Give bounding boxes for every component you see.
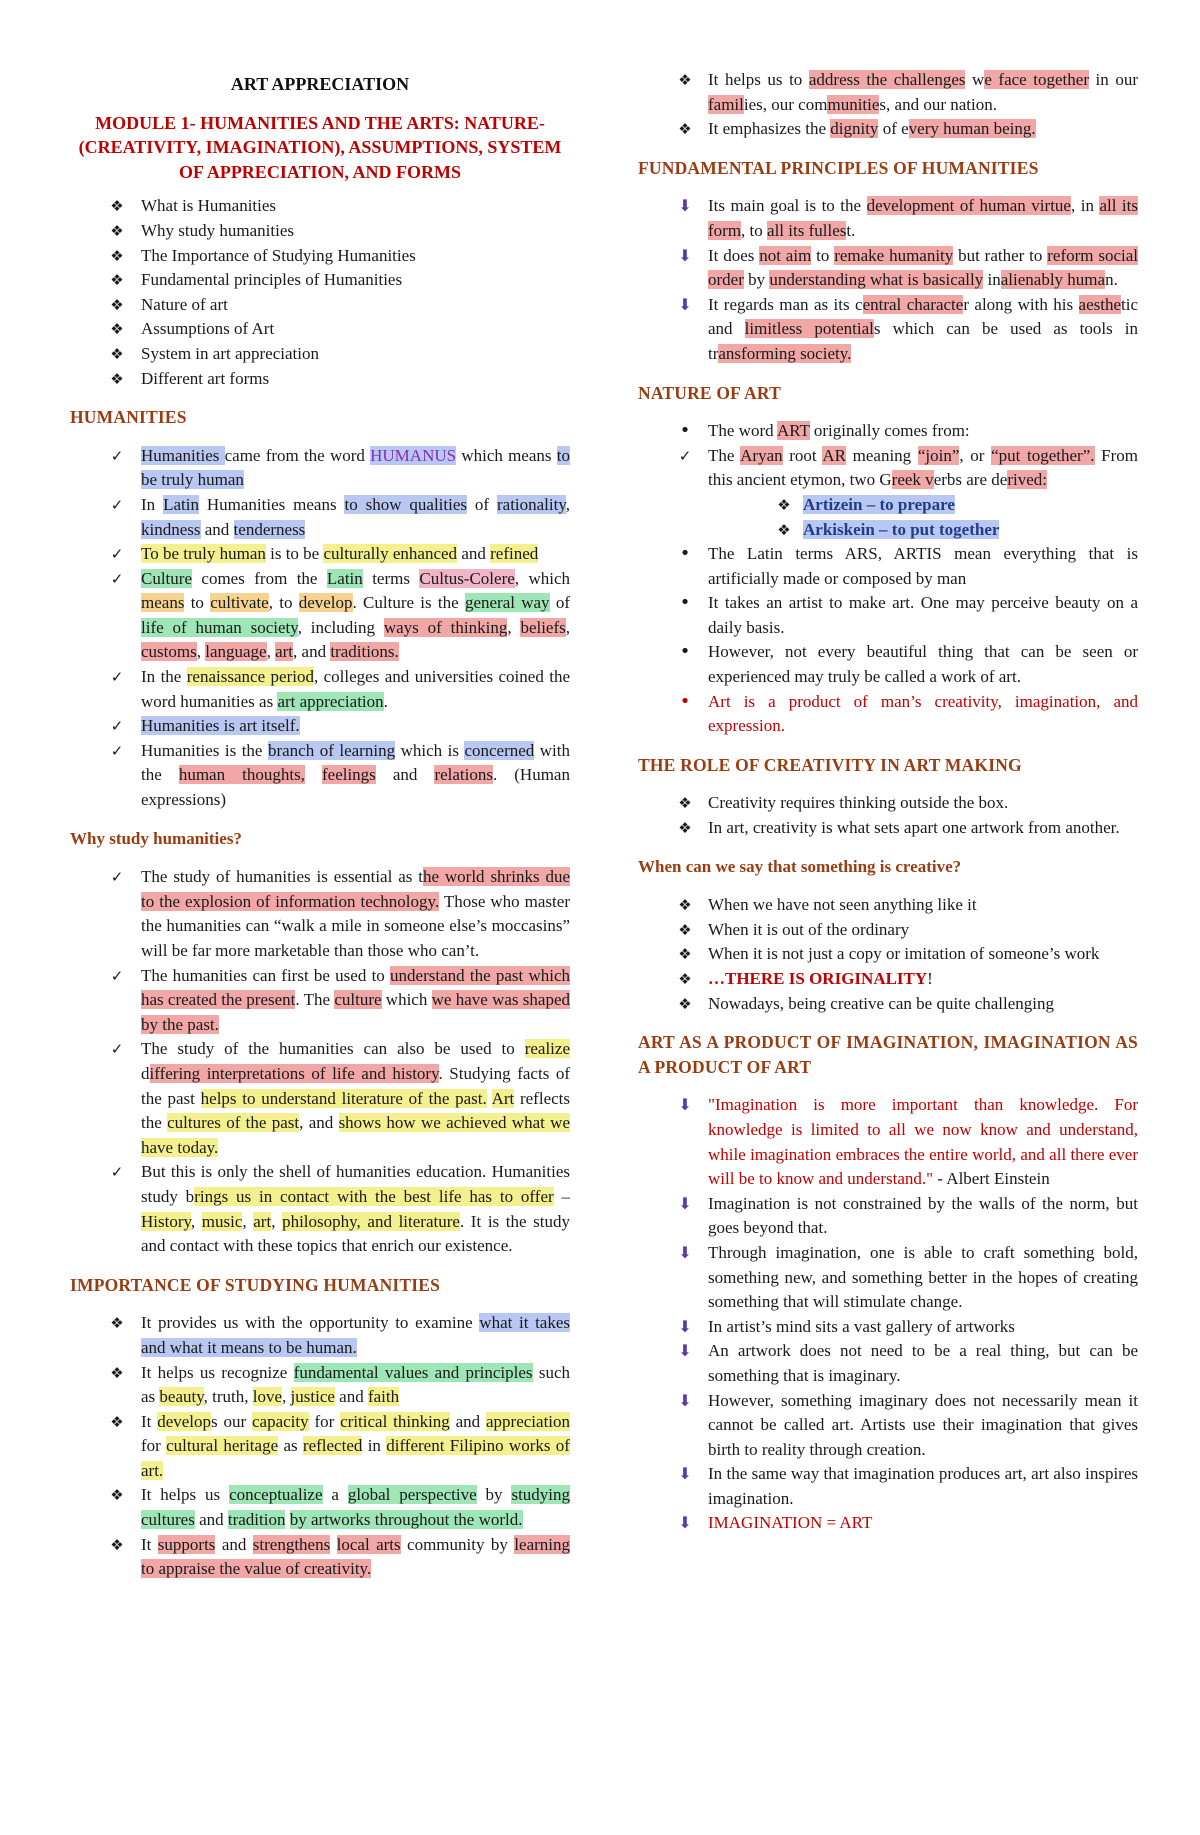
- diamond-bullet-icon: ❖: [678, 896, 692, 915]
- why-list: [70, 865, 570, 1259]
- list-item: ✓ Humanities came from the word HUMANUS which means to be truly human: [70, 444, 570, 493]
- list-item: ❖ Different art forms: [70, 367, 570, 392]
- list-item: ❖ It helps us recognize fundamental values and principles such as beauty, truth, love, justice and faith: [70, 1361, 570, 1410]
- list-item: ⬇ In the same way that imagination produces art, art also inspires imagination.: [638, 1462, 1138, 1511]
- list-item: ❖ Creativity requires thinking outside the box.: [638, 791, 1138, 816]
- list-item: ✓ In Latin Humanities means to show qualities of rationality, kindness and tenderness: [70, 493, 570, 542]
- nature-list: [638, 419, 1138, 493]
- bullet-icon: •: [679, 592, 691, 614]
- list-item: ❖ Assumptions of Art: [70, 317, 570, 342]
- list-item: ❖ When it is not just a copy or imitation of someone’s work: [638, 942, 1138, 967]
- diamond-bullet-icon: ❖: [110, 344, 124, 363]
- list-item: ⬇ However, something imaginary does not necessarily mean it cannot be called art. Artists use their imagination that gives birth to reality through creation.: [638, 1389, 1138, 1463]
- arrow-bullet-icon: ⬇: [678, 1341, 692, 1361]
- fundamental-list: [638, 194, 1138, 366]
- diamond-bullet-icon: ❖: [678, 71, 692, 89]
- list-item: ❖ It develops our capacity for critical thinking and appreciation for cultural heritage as reflected in different Filipino works of art.: [70, 1410, 570, 1484]
- list-item: ❖ …THERE IS ORIGINALITY!: [638, 967, 1138, 992]
- nature-sublist: [638, 493, 1138, 542]
- diamond-bullet-icon: ❖: [678, 120, 692, 139]
- diamond-bullet-icon: ❖: [678, 819, 692, 838]
- section-heading-nature: NATURE OF ART: [638, 382, 781, 403]
- diamond-bullet-icon: ❖: [110, 246, 124, 265]
- list-item: ✓ Culture comes from the Latin terms Cultus-Colere, which means to cultivate, to develop. Culture is the general way of life of human society, including ways of thinking, beliefs, customs, language, art, and traditions.: [70, 567, 570, 665]
- list-item: ❖ It provides us with the opportunity to examine what it takes and what it means to be human.: [70, 1311, 570, 1360]
- check-icon: ✓: [110, 446, 124, 465]
- imagination-list: [638, 1093, 1138, 1536]
- humanities-list: [70, 444, 570, 813]
- section-heading-imagination: ART AS A PRODUCT OF IMAGINATION, IMAGINATION AS A PRODUCT OF ART: [638, 1032, 1138, 1077]
- list-item: ❖ Fundamental principles of Humanities: [70, 268, 570, 293]
- check-icon: ✓: [110, 966, 124, 985]
- diamond-bullet-icon: ❖: [110, 1486, 124, 1505]
- list-item: ❖ It helps us to address the challenges we face together in our families, our communities, and our nation.: [638, 68, 1138, 117]
- section-heading-why: Why study humanities?: [70, 828, 242, 848]
- diamond-bullet-icon: ❖: [678, 794, 692, 813]
- diamond-bullet-icon: ❖: [678, 970, 692, 988]
- list-item: ⬇ Imagination is not constrained by the walls of the norm, but goes beyond that.: [638, 1192, 1138, 1241]
- diamond-bullet-icon: ❖: [110, 271, 124, 290]
- section-heading-importance: IMPORTANCE OF STUDYING HUMANITIES: [70, 1274, 441, 1295]
- check-icon: ✓: [110, 717, 124, 736]
- list-item: ⬇ It regards man as its central character along with his aesthetic and limitless potentials which can be used as tools in transforming society.: [638, 293, 1138, 367]
- list-item: ❖ The Importance of Studying Humanities: [70, 244, 570, 269]
- section-heading-humanities: HUMANITIES: [70, 407, 187, 428]
- list-item: ❖ Why study humanities: [70, 219, 570, 244]
- list-item: ❖ Nature of art: [70, 293, 570, 318]
- list-item: • Art is a product of man’s creativity, imagination, and expression.: [638, 690, 1138, 739]
- list-item: ⬇ Through imagination, one is able to craft something bold, something new, and something better in the hopes of creating something that will stimulate change.: [638, 1241, 1138, 1315]
- list-item: ✓ But this is only the shell of humanities education. Humanities study brings us in contact with the best life has to offer – History, music, art, philosophy, and literature. It is the study and contact with these topics that enrich our existence.: [70, 1160, 570, 1258]
- list-item: ✓ Humanities is art itself.: [70, 714, 570, 739]
- diamond-bullet-icon: ❖: [678, 945, 692, 964]
- arrow-bullet-icon: ⬇: [678, 1464, 692, 1484]
- list-item: ✓ In the renaissance period, colleges and universities coined the word humanities as art appreciation.: [70, 665, 570, 714]
- diamond-bullet-icon: ❖: [110, 1314, 124, 1333]
- list-item: ✓ The study of the humanities can also be used to realize differing interpretations of life and history. Studying facts of the past helps to understand literature of the past. Art reflects the cultures of the past, and shows how we achieved what we have today.: [70, 1037, 570, 1160]
- list-item: • The word ART originally comes from:: [638, 419, 1138, 444]
- list-item: ❖ Artizein – to prepare: [638, 493, 1138, 518]
- check-icon: ✓: [110, 569, 124, 588]
- list-item: ✓ The Aryan root AR meaning “join”, or “put together”. From this ancient etymon, two Greek verbs are derived:: [638, 444, 1138, 493]
- diamond-bullet-icon: ❖: [110, 1535, 124, 1554]
- module-title: MODULE 1- HUMANITIES AND THE ARTS: NATURE- (CREATIVITY, IMAGINATION), ASSUMPTIONS, SYSTEM OF APPRECIATION, AND FORMS: [78, 112, 562, 182]
- arrow-bullet-icon: ⬇: [678, 1390, 692, 1410]
- diamond-bullet-icon: ❖: [110, 320, 124, 339]
- right-column: [638, 68, 1138, 1536]
- check-icon: ✓: [110, 1163, 124, 1182]
- check-icon: ✓: [110, 495, 124, 514]
- diamond-bullet-icon: ❖: [777, 495, 791, 514]
- list-item: ✓ To be truly human is to be culturally enhanced and refined: [70, 542, 570, 567]
- left-column: [70, 68, 570, 1582]
- list-item: ⬇ IMAGINATION = ART: [638, 1511, 1138, 1536]
- list-item: • However, not every beautiful thing that can be seen or experienced may truly be called a work of art.: [638, 640, 1138, 689]
- importance-list: [70, 1311, 570, 1582]
- list-item: ❖ In art, creativity is what sets apart one artwork from another.: [638, 816, 1138, 841]
- check-icon: ✓: [110, 668, 124, 687]
- list-item: ❖ When it is out of the ordinary: [638, 918, 1138, 943]
- check-icon: ✓: [110, 868, 124, 887]
- list-item: ❖ It helps us conceptualize a global perspective by studying cultures and tradition by artworks throughout the world.: [70, 1483, 570, 1532]
- arrow-bullet-icon: ⬇: [678, 1193, 692, 1213]
- arrow-bullet-icon: ⬇: [678, 1242, 692, 1262]
- list-item: ❖ When we have not seen anything like it: [638, 893, 1138, 918]
- diamond-bullet-icon: ❖: [678, 994, 692, 1013]
- list-item: ❖ It supports and strengthens local arts community by learning to appraise the value of creativity.: [70, 1533, 570, 1582]
- section-heading-fundamental: FUNDAMENTAL PRINCIPLES OF HUMANITIES: [638, 157, 1039, 178]
- diamond-bullet-icon: ❖: [110, 295, 124, 314]
- diamond-bullet-icon: ❖: [110, 197, 124, 216]
- list-item: ⬇ An artwork does not need to be a real thing, but can be something that is imaginary.: [638, 1339, 1138, 1388]
- list-item: ⬇ In artist’s mind sits a vast gallery of artworks: [638, 1315, 1138, 1340]
- arrow-bullet-icon: ⬇: [678, 196, 692, 216]
- list-item: ✓ The study of humanities is essential as the world shrinks due to the explosion of information technology. Those who master the humanities can “walk a mile in someone else’s moccasins” will be far more marketable than those who can’t.: [70, 865, 570, 963]
- bullet-icon: •: [679, 690, 691, 712]
- list-item: ⬇ Its main goal is to the development of human virtue, in all its form, to all its fullest.: [638, 194, 1138, 243]
- bullet-icon: •: [679, 420, 691, 442]
- list-item: ✓ The humanities can first be used to understand the past which has created the present. The culture which we have was shaped by the past.: [70, 964, 570, 1038]
- list-item: ⬇ It does not aim to remake humanity but rather to reform social order by understanding what is basically inalienably human.: [638, 244, 1138, 293]
- diamond-bullet-icon: ❖: [110, 369, 124, 388]
- check-icon: ✓: [110, 1040, 124, 1059]
- importance-list-continued: [638, 68, 1138, 142]
- list-item: ✓ Humanities is the branch of learning which is concerned with the human thoughts, feelings and relations. (Human expressions): [70, 739, 570, 813]
- bullet-icon: •: [679, 641, 691, 663]
- list-item: • The Latin terms ARS, ARTIS mean everything that is artificially made or composed by man: [638, 542, 1138, 591]
- list-item: ❖ Arkiskein – to put together: [638, 518, 1138, 543]
- page-title: ART APPRECIATION: [230, 74, 410, 94]
- list-item: ❖ It emphasizes the dignity of every human being.: [638, 117, 1138, 142]
- creativity-list: [638, 791, 1138, 840]
- check-icon: ✓: [110, 741, 124, 760]
- diamond-bullet-icon: ❖: [678, 920, 692, 939]
- list-item: • It takes an artist to make art. One may perceive beauty on a daily basis.: [638, 591, 1138, 640]
- list-item: ⬇ "Imagination is more important than knowledge. For knowledge is limited to all we now know and understand, while imagination embraces the entire world, and all there ever will be to know and understand." - Albert Einstein: [638, 1093, 1138, 1191]
- toc-list: [70, 194, 570, 391]
- when-list: [638, 893, 1138, 1016]
- diamond-bullet-icon: ❖: [110, 1363, 124, 1382]
- arrow-bullet-icon: ⬇: [678, 245, 692, 265]
- list-item: ❖ System in art appreciation: [70, 342, 570, 367]
- check-icon: ✓: [110, 545, 124, 564]
- list-item: ❖ What is Humanities: [70, 194, 570, 219]
- section-heading-creativity: THE ROLE OF CREATIVITY IN ART MAKING: [638, 754, 1022, 775]
- section-heading-when: When can we say that something is creative?: [638, 856, 962, 876]
- bullet-icon: •: [679, 543, 691, 565]
- check-icon: ✓: [678, 446, 692, 465]
- arrow-bullet-icon: ⬇: [678, 1095, 692, 1115]
- arrow-bullet-icon: ⬇: [678, 294, 692, 314]
- arrow-bullet-icon: ⬇: [678, 1316, 692, 1336]
- diamond-bullet-icon: ❖: [777, 520, 791, 539]
- nature-list-2: [638, 542, 1138, 739]
- diamond-bullet-icon: ❖: [110, 1412, 124, 1431]
- arrow-bullet-icon: ⬇: [678, 1513, 692, 1533]
- list-item: ❖ Nowadays, being creative can be quite challenging: [638, 992, 1138, 1017]
- diamond-bullet-icon: ❖: [110, 221, 124, 240]
